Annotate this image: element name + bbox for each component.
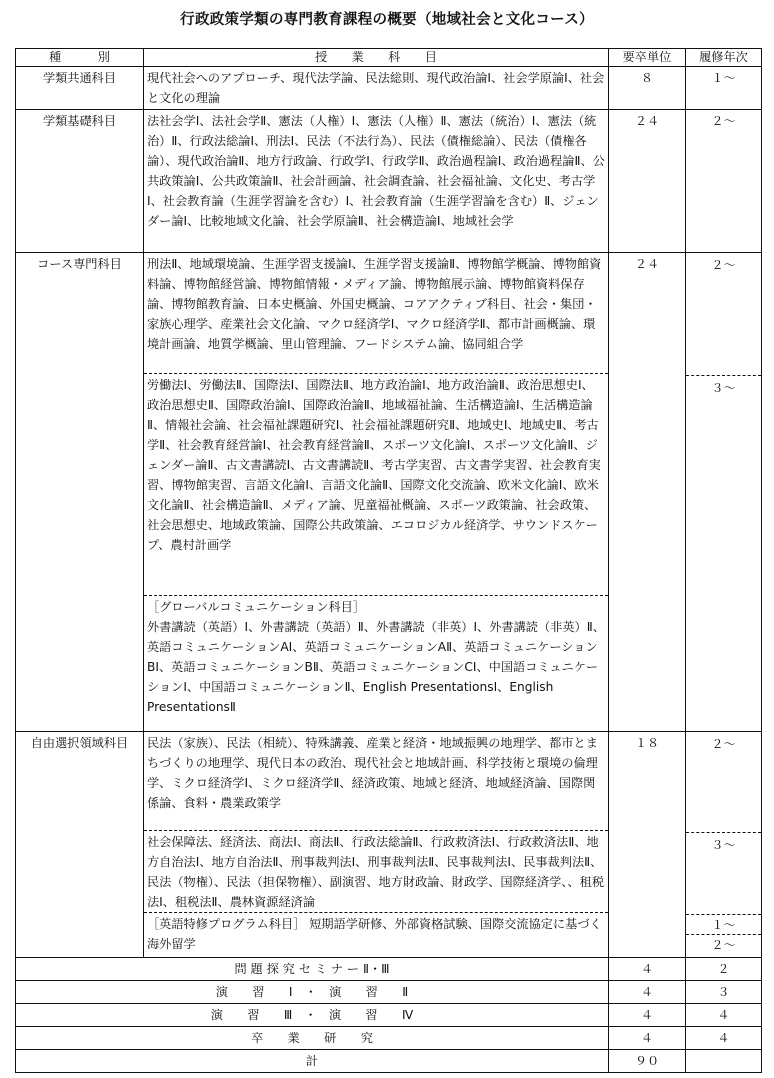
row-free — [16, 732, 762, 958]
year-free-3: １～ — [711, 918, 736, 932]
category-course: コース専門科目 — [16, 253, 144, 732]
year-basic: ２～ — [686, 110, 762, 253]
exercise-1-2-name: 演 習 Ⅰ ・ 演 習 Ⅱ — [16, 981, 609, 1004]
year-course — [686, 253, 762, 732]
header-subjects: 授 業 科 目 — [144, 49, 609, 67]
exercise-1-2-year: ３ — [686, 981, 762, 1004]
page-title: 行政政策学類の専門教育課程の概要（地域社会と文化コース） — [180, 12, 594, 28]
row-exercise-3-4 — [16, 1004, 762, 1027]
row-thesis — [16, 1027, 762, 1050]
header-category: 種 別 — [16, 49, 144, 67]
row-course — [16, 253, 762, 732]
exercise-1-2-units: ４ — [609, 981, 686, 1004]
curriculum-table — [15, 48, 762, 1073]
thesis-units: ４ — [609, 1027, 686, 1050]
row-seminar — [16, 958, 762, 981]
header-year: 履修年次 — [686, 49, 762, 67]
units-course: ２４ — [609, 253, 686, 732]
subjects-common: 現代社会へのアプローチ、現代法学論、民法総則、現代政治論Ⅰ、社会学原論Ⅰ、社会と文化の理論 — [144, 67, 609, 110]
row-total — [16, 1050, 762, 1073]
course-subjects-group-3 — [144, 595, 608, 718]
subjects-course — [144, 253, 609, 732]
seminar-year: ２ — [686, 958, 762, 981]
total-units: ９０ — [609, 1050, 686, 1073]
seminar-units: ４ — [609, 958, 686, 981]
free-subjects-group-2: 社会保障法、経済法、商法Ⅰ、商法Ⅱ、行政法総論Ⅱ、行政救済法Ⅰ、行政救済法Ⅱ、地方自治法Ⅰ、地方自治法Ⅱ、刑事裁判法Ⅰ、刑事裁判法Ⅱ、民事裁判法Ⅰ、民事裁判法Ⅱ、民法（物権）、民法（担保物権）、副演習、地方財政論、財政学、国際経済学、、租税法Ⅰ、租税法Ⅱ、農林資源経済論 — [144, 830, 608, 912]
global-communication-subjects: 外書講読（英語）Ⅰ、外書講読（英語）Ⅱ、外書講読（非英）Ⅰ、外書講読（非英）Ⅱ、英語コミュニケーションAⅠ、英語コミュニケーションAⅡ、英語コミュニケーションBⅠ、英語コミュニケーションBⅡ、英語コミュニケーションCⅠ、中国語コミュニケーションⅠ、中国語コミュニケーションⅡ、English PresentationsⅠ、English PresentationsⅡ — [147, 620, 605, 714]
header-row — [16, 49, 762, 67]
year-divider — [686, 375, 761, 376]
exercise-3-4-name: 演 習 Ⅲ ・ 演 習 Ⅳ — [16, 1004, 609, 1027]
global-communication-heading: ［グローバルコミュニケーション科目］ — [147, 600, 366, 614]
thesis-year: ４ — [686, 1027, 762, 1050]
total-label: 計 — [16, 1050, 609, 1073]
category-free: 自由選択領域科目 — [16, 732, 144, 958]
category-basic: 学類基礎科目 — [16, 110, 144, 253]
exercise-3-4-year: ４ — [686, 1004, 762, 1027]
units-common: ８ — [609, 67, 686, 110]
units-basic: ２４ — [609, 110, 686, 253]
thesis-name: 卒 業 研 究 — [16, 1027, 609, 1050]
course-subjects-group-1: 刑法Ⅱ、地域環境論、生涯学習支援論Ⅰ、生涯学習支援論Ⅱ、博物館学概論、博物館資料論、博物館経営論、博物館情報・メディア論、博物館展示論、博物館資料保存論、博物館教育論、日本史概論、外国史概論、コアアクティブ科目、社会・集団・家族心理学、産業社会文化論、マクロ経済学Ⅰ、マクロ経済学Ⅱ、都市計画概論、環境計画論、地質学概論、里山管理論、フードシステム論、協同組合学 — [147, 257, 602, 351]
year-free-1: ２～ — [711, 737, 736, 751]
year-divider — [686, 832, 761, 833]
year-free — [686, 732, 762, 958]
header-units: 要卒単位 — [609, 49, 686, 67]
subjects-free — [144, 732, 609, 958]
total-year-empty — [686, 1050, 762, 1073]
year-free-2: ３～ — [711, 838, 736, 852]
row-exercise-1-2 — [16, 981, 762, 1004]
seminar-name: 問 題 探 究 セ ミ ナ ー Ⅱ・Ⅲ — [16, 958, 609, 981]
course-subjects-group-2: 労働法Ⅰ、労働法Ⅱ、国際法Ⅰ、国際法Ⅱ、地方政治論Ⅰ、地方政治論Ⅱ、政治思想史Ⅰ、政治思想史Ⅱ、国際政治論Ⅰ、国際政治論Ⅱ、地域福祉論、生活構造論Ⅰ、生活構造論Ⅱ、情報社会論、社会福祉課題研究Ⅰ、社会福祉課題研究Ⅱ、地域史Ⅰ、地域史Ⅱ、考古学Ⅱ、社会教育経営論Ⅰ、社会教育経営論Ⅱ、スポーツ文化論Ⅰ、スポーツ文化論Ⅱ、ジェンダー論Ⅱ、古文書講読Ⅰ、古文書講読Ⅱ、考古学実習、古文書学実習、社会教育実習、博物館実習、言語文化論Ⅰ、言語文化論Ⅱ、国際文化交流論、欧米文化論Ⅰ、欧米文化論Ⅱ、社会構造論Ⅱ、メディア論、児童福祉概論、スポーツ政策論、社会政策、社会思想史、地域政策論、国際公共政策論、エコロジカル経済学、サウンドスケープ、農村計画学 — [144, 373, 608, 595]
category-common: 学類共通科目 — [16, 67, 144, 110]
free-subjects-group-1: 民法（家族）、民法（相続）、特殊講義、産業と経済・地域振興の地理学、都市とまちづくりの地理学、現代日本の政治、現代社会と地域計画、科学技術と環境の倫理学、ミクロ経済学Ⅰ、ミクロ経済学Ⅱ、経済政策、地域と経済、地域経済論、国際関係論、食料・農業政策学 — [147, 736, 598, 810]
free-subjects-group-3: ［英語特修プログラム科目］ 短期語学研修、外部資格試験、国際交流協定に基づく海外留学 — [144, 912, 608, 955]
subjects-basic: 法社会学Ⅰ、法社会学Ⅱ、憲法（人権）Ⅰ、憲法（人権）Ⅱ、憲法（統治）Ⅰ、憲法（統治）Ⅱ、行政法総論Ⅰ、刑法Ⅰ、民法（不法行為）、民法（債権総論）、民法（債権各論）、現代政治論Ⅱ、地方行政論、行政学Ⅰ、行政学Ⅱ、政治過程論Ⅰ、政治過程論Ⅱ、公共政策論Ⅰ、公共政策論Ⅱ、社会計画論、社会調査論、社会福祉論、文化史、考古学Ⅰ、社会教育論（生涯学習論を含む）Ⅰ、社会教育論（生涯学習論を含む）Ⅱ、ジェンダー論Ⅰ、比較地域文化論、社会学原論Ⅱ、社会構造論Ⅰ、地域社会学 — [144, 110, 609, 253]
exercise-3-4-units: ４ — [609, 1004, 686, 1027]
row-basic — [16, 110, 762, 253]
year-course-2: ３～ — [711, 381, 736, 395]
year-common: １～ — [686, 67, 762, 110]
year-free-4: ２～ — [711, 938, 736, 952]
units-free: １８ — [609, 732, 686, 958]
year-course-1: ２～ — [711, 258, 736, 272]
row-common — [16, 67, 762, 110]
